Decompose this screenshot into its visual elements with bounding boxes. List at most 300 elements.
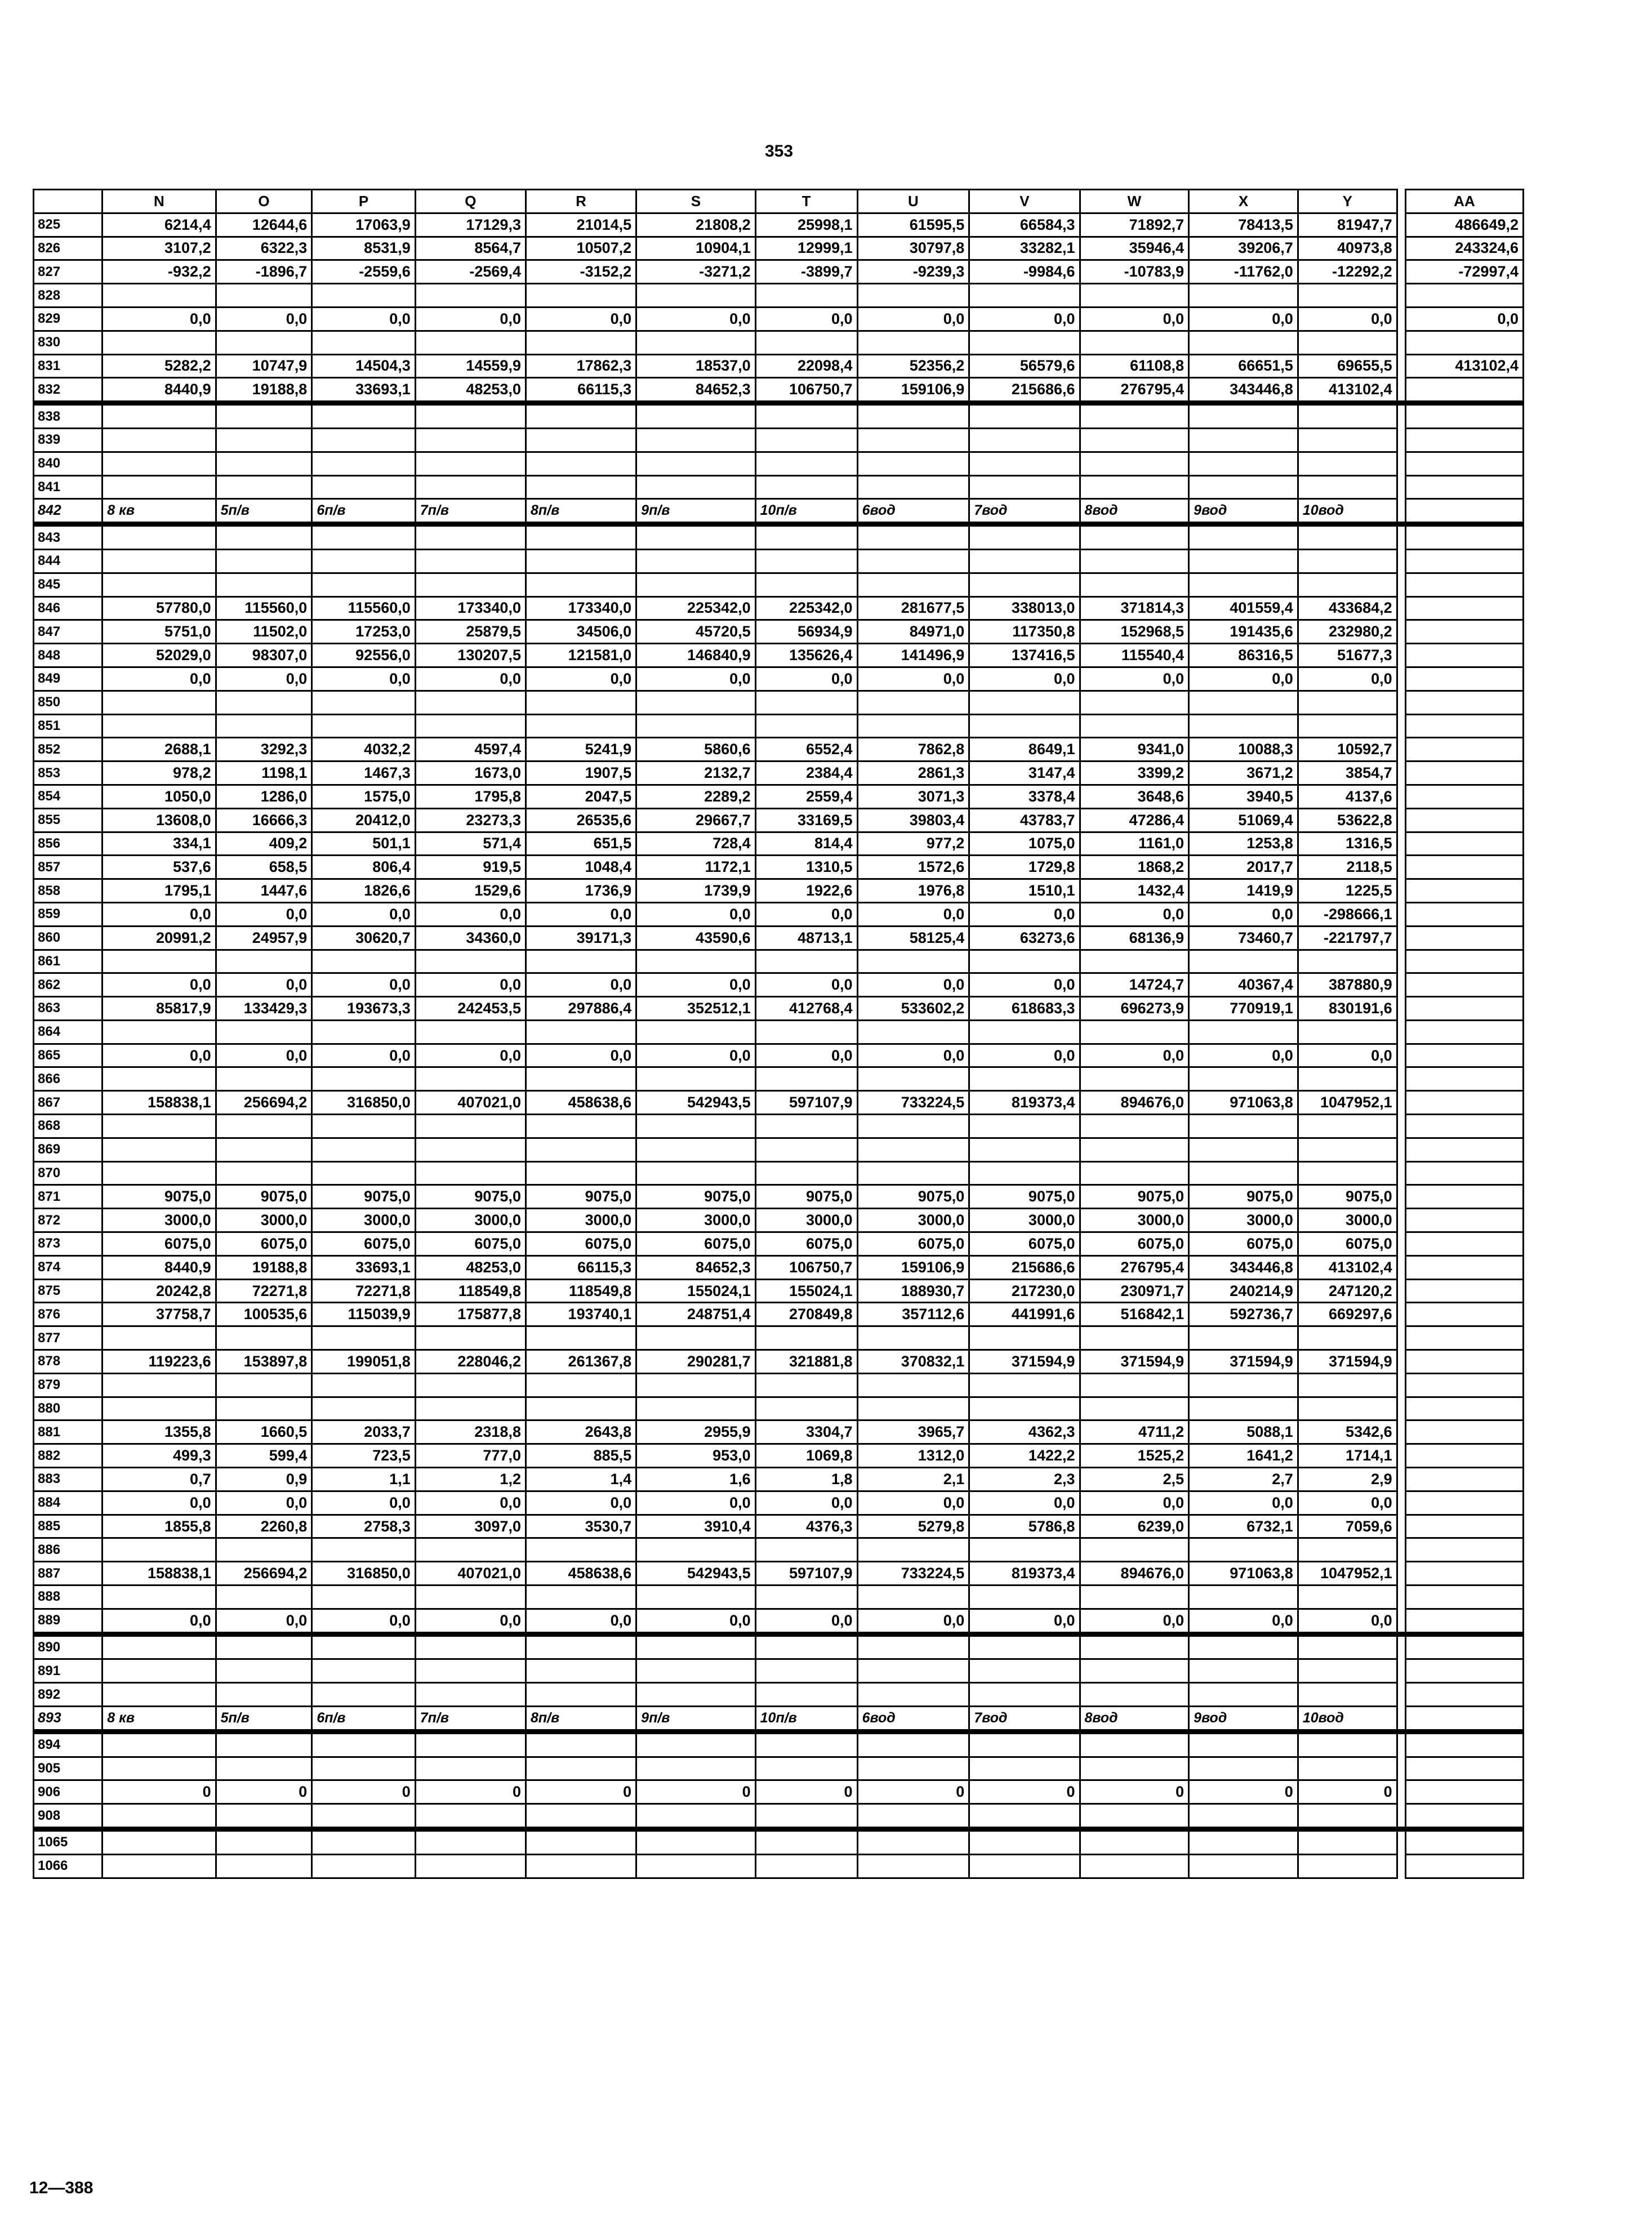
table-cell[interactable] bbox=[1405, 832, 1523, 856]
table-cell[interactable] bbox=[1405, 808, 1523, 832]
column-header[interactable]: U bbox=[857, 190, 969, 213]
gap-cell[interactable] bbox=[1397, 1044, 1405, 1067]
table-cell[interactable] bbox=[755, 524, 857, 550]
table-cell[interactable] bbox=[1298, 331, 1397, 354]
table-cell[interactable]: 0,0 bbox=[103, 902, 216, 926]
gap-cell[interactable] bbox=[1397, 378, 1405, 403]
table-cell[interactable]: 0,0 bbox=[857, 667, 969, 691]
table-cell[interactable] bbox=[216, 1683, 312, 1707]
table-cell[interactable]: 1312,0 bbox=[857, 1444, 969, 1468]
table-cell[interactable] bbox=[1405, 1562, 1523, 1586]
table-cell[interactable] bbox=[857, 1326, 969, 1350]
table-cell[interactable] bbox=[636, 1397, 755, 1420]
table-cell[interactable] bbox=[1080, 1757, 1189, 1780]
table-cell[interactable] bbox=[526, 1731, 636, 1757]
table-cell[interactable]: 0,0 bbox=[969, 1609, 1080, 1634]
table-cell[interactable] bbox=[1405, 950, 1523, 973]
table-cell[interactable]: 48253,0 bbox=[415, 378, 526, 403]
table-cell[interactable] bbox=[969, 573, 1080, 596]
table-cell[interactable]: 78413,5 bbox=[1189, 213, 1298, 237]
table-cell[interactable]: 1286,0 bbox=[216, 785, 312, 808]
table-cell[interactable] bbox=[755, 573, 857, 596]
table-cell[interactable]: 3399,2 bbox=[1080, 761, 1189, 785]
table-cell[interactable]: 1736,9 bbox=[526, 879, 636, 903]
table-cell[interactable]: 814,4 bbox=[755, 832, 857, 856]
table-cell[interactable] bbox=[312, 428, 415, 452]
table-cell[interactable]: 3107,2 bbox=[103, 237, 216, 260]
table-cell[interactable]: 39171,3 bbox=[526, 926, 636, 950]
table-cell[interactable]: 51677,3 bbox=[1298, 644, 1397, 667]
table-cell[interactable]: 592736,7 bbox=[1189, 1303, 1298, 1326]
table-cell[interactable]: 1069,8 bbox=[755, 1444, 857, 1468]
table-cell[interactable] bbox=[969, 950, 1080, 973]
row-number[interactable]: 881 bbox=[34, 1420, 103, 1444]
table-cell[interactable] bbox=[312, 1067, 415, 1091]
table-cell[interactable] bbox=[1405, 1232, 1523, 1256]
gap-cell[interactable] bbox=[1397, 620, 1405, 644]
table-cell[interactable] bbox=[103, 452, 216, 475]
table-cell[interactable]: 56934,9 bbox=[755, 620, 857, 644]
table-cell[interactable]: 159106,9 bbox=[857, 1255, 969, 1279]
table-cell[interactable]: 45720,5 bbox=[636, 620, 755, 644]
table-cell[interactable]: 0,0 bbox=[312, 1044, 415, 1067]
table-cell[interactable]: 5282,2 bbox=[103, 354, 216, 378]
table-cell[interactable] bbox=[969, 1115, 1080, 1138]
table-cell[interactable]: 5п/в bbox=[216, 499, 312, 524]
table-cell[interactable] bbox=[526, 1397, 636, 1420]
table-cell[interactable] bbox=[1298, 1804, 1397, 1829]
table-cell[interactable]: 3097,0 bbox=[415, 1515, 526, 1538]
table-cell[interactable] bbox=[312, 1115, 415, 1138]
table-cell[interactable]: 19188,8 bbox=[216, 378, 312, 403]
table-cell[interactable]: 3000,0 bbox=[1298, 1209, 1397, 1232]
row-number[interactable]: 883 bbox=[34, 1468, 103, 1491]
table-cell[interactable] bbox=[103, 1854, 216, 1878]
row-number[interactable]: 887 bbox=[34, 1562, 103, 1586]
table-cell[interactable]: 971063,8 bbox=[1189, 1562, 1298, 1586]
gap-cell[interactable] bbox=[1397, 428, 1405, 452]
table-cell[interactable] bbox=[1405, 1609, 1523, 1634]
table-cell[interactable] bbox=[1405, 1683, 1523, 1707]
table-cell[interactable]: 18537,0 bbox=[636, 354, 755, 378]
table-cell[interactable]: -9239,3 bbox=[857, 260, 969, 284]
table-cell[interactable]: 9075,0 bbox=[103, 1185, 216, 1209]
table-cell[interactable]: 215686,6 bbox=[969, 1255, 1080, 1279]
table-cell[interactable]: 0,0 bbox=[526, 1491, 636, 1515]
table-cell[interactable]: 0,0 bbox=[857, 1609, 969, 1634]
table-cell[interactable] bbox=[1189, 1829, 1298, 1854]
table-cell[interactable]: 7059,6 bbox=[1298, 1515, 1397, 1538]
table-cell[interactable]: 3000,0 bbox=[216, 1209, 312, 1232]
table-cell[interactable] bbox=[312, 1683, 415, 1707]
table-cell[interactable] bbox=[636, 1326, 755, 1350]
table-cell[interactable] bbox=[1189, 1659, 1298, 1683]
row-number[interactable]: 876 bbox=[34, 1303, 103, 1326]
table-cell[interactable] bbox=[1405, 644, 1523, 667]
table-cell[interactable]: 61108,8 bbox=[1080, 354, 1189, 378]
table-cell[interactable]: 6214,4 bbox=[103, 213, 216, 237]
table-cell[interactable]: 1432,4 bbox=[1080, 879, 1189, 903]
table-cell[interactable] bbox=[969, 475, 1080, 499]
table-cell[interactable] bbox=[1405, 902, 1523, 926]
table-cell[interactable]: 85817,9 bbox=[103, 997, 216, 1021]
table-cell[interactable]: 191435,6 bbox=[1189, 620, 1298, 644]
table-cell[interactable] bbox=[636, 573, 755, 596]
table-cell[interactable]: 1,2 bbox=[415, 1468, 526, 1491]
table-cell[interactable]: 6вод bbox=[857, 499, 969, 524]
table-cell[interactable]: 8440,9 bbox=[103, 1255, 216, 1279]
table-cell[interactable]: 3965,7 bbox=[857, 1420, 969, 1444]
table-cell[interactable]: 401559,4 bbox=[1189, 596, 1298, 620]
table-cell[interactable]: 0 bbox=[969, 1780, 1080, 1804]
table-cell[interactable] bbox=[103, 1115, 216, 1138]
table-cell[interactable] bbox=[216, 1659, 312, 1683]
row-number[interactable]: 838 bbox=[34, 403, 103, 429]
gap-cell[interactable] bbox=[1397, 237, 1405, 260]
table-cell[interactable] bbox=[415, 1731, 526, 1757]
row-number[interactable]: 882 bbox=[34, 1444, 103, 1468]
table-cell[interactable] bbox=[755, 1326, 857, 1350]
table-cell[interactable] bbox=[1405, 452, 1523, 475]
table-cell[interactable]: 20991,2 bbox=[103, 926, 216, 950]
table-cell[interactable] bbox=[312, 403, 415, 429]
table-cell[interactable] bbox=[1080, 691, 1189, 714]
table-cell[interactable]: -3152,2 bbox=[526, 260, 636, 284]
gap-cell[interactable] bbox=[1397, 190, 1405, 213]
table-cell[interactable]: 19188,8 bbox=[216, 1255, 312, 1279]
table-cell[interactable]: 0,0 bbox=[636, 902, 755, 926]
table-cell[interactable]: 919,5 bbox=[415, 856, 526, 879]
row-number[interactable]: 873 bbox=[34, 1232, 103, 1256]
table-cell[interactable]: 4711,2 bbox=[1080, 1420, 1189, 1444]
table-cell[interactable]: 343446,8 bbox=[1189, 1255, 1298, 1279]
table-cell[interactable]: 173340,0 bbox=[415, 596, 526, 620]
table-cell[interactable]: 6075,0 bbox=[103, 1232, 216, 1256]
table-cell[interactable] bbox=[415, 1683, 526, 1707]
table-cell[interactable]: 230971,7 bbox=[1080, 1279, 1189, 1303]
table-cell[interactable]: 0,0 bbox=[526, 973, 636, 997]
table-cell[interactable] bbox=[526, 573, 636, 596]
table-cell[interactable]: 352512,1 bbox=[636, 997, 755, 1021]
table-cell[interactable]: 7вод bbox=[969, 499, 1080, 524]
table-cell[interactable]: 1172,1 bbox=[636, 856, 755, 879]
table-cell[interactable]: 247120,2 bbox=[1298, 1279, 1397, 1303]
table-cell[interactable]: 155024,1 bbox=[636, 1279, 755, 1303]
table-cell[interactable] bbox=[1298, 1683, 1397, 1707]
table-cell[interactable]: 0,0 bbox=[312, 667, 415, 691]
table-cell[interactable]: 0 bbox=[857, 1780, 969, 1804]
row-number[interactable]: 875 bbox=[34, 1279, 103, 1303]
table-cell[interactable]: 228046,2 bbox=[415, 1350, 526, 1374]
table-cell[interactable]: 2758,3 bbox=[312, 1515, 415, 1538]
table-cell[interactable] bbox=[969, 452, 1080, 475]
table-cell[interactable] bbox=[969, 1538, 1080, 1562]
table-cell[interactable]: 0,0 bbox=[1189, 307, 1298, 331]
table-cell[interactable]: 106750,7 bbox=[755, 1255, 857, 1279]
table-cell[interactable] bbox=[1189, 331, 1298, 354]
table-cell[interactable]: 232980,2 bbox=[1298, 620, 1397, 644]
table-cell[interactable]: 9075,0 bbox=[415, 1185, 526, 1209]
table-cell[interactable] bbox=[1189, 1804, 1298, 1829]
table-cell[interactable] bbox=[415, 331, 526, 354]
table-cell[interactable] bbox=[755, 403, 857, 429]
table-cell[interactable]: 1922,6 bbox=[755, 879, 857, 903]
table-cell[interactable] bbox=[1298, 1757, 1397, 1780]
table-cell[interactable] bbox=[216, 1161, 312, 1185]
table-cell[interactable] bbox=[312, 1161, 415, 1185]
table-cell[interactable] bbox=[526, 475, 636, 499]
table-cell[interactable] bbox=[1189, 691, 1298, 714]
table-cell[interactable]: 2017,7 bbox=[1189, 856, 1298, 879]
gap-cell[interactable] bbox=[1397, 902, 1405, 926]
table-cell[interactable] bbox=[415, 573, 526, 596]
table-cell[interactable]: 1907,5 bbox=[526, 761, 636, 785]
table-cell[interactable] bbox=[755, 1397, 857, 1420]
table-cell[interactable] bbox=[216, 549, 312, 573]
table-cell[interactable]: 10088,3 bbox=[1189, 738, 1298, 761]
table-cell[interactable] bbox=[1405, 1491, 1523, 1515]
table-cell[interactable] bbox=[1080, 524, 1189, 550]
gap-cell[interactable] bbox=[1397, 879, 1405, 903]
table-cell[interactable]: 10747,9 bbox=[216, 354, 312, 378]
gap-cell[interactable] bbox=[1397, 1091, 1405, 1115]
table-cell[interactable]: 9075,0 bbox=[216, 1185, 312, 1209]
table-cell[interactable] bbox=[1298, 284, 1397, 308]
row-number[interactable]: 894 bbox=[34, 1731, 103, 1757]
table-cell[interactable] bbox=[755, 1067, 857, 1091]
table-cell[interactable] bbox=[755, 1659, 857, 1683]
table-cell[interactable]: 9075,0 bbox=[755, 1185, 857, 1209]
table-cell[interactable] bbox=[526, 1854, 636, 1878]
table-cell[interactable]: -221797,7 bbox=[1298, 926, 1397, 950]
table-cell[interactable] bbox=[415, 714, 526, 738]
table-cell[interactable] bbox=[415, 452, 526, 475]
table-cell[interactable]: 9075,0 bbox=[857, 1185, 969, 1209]
table-cell[interactable]: 2047,5 bbox=[526, 785, 636, 808]
table-cell[interactable] bbox=[636, 950, 755, 973]
table-cell[interactable]: 542943,5 bbox=[636, 1091, 755, 1115]
table-cell[interactable]: 12644,6 bbox=[216, 213, 312, 237]
table-cell[interactable]: 0,0 bbox=[216, 307, 312, 331]
table-cell[interactable]: 0,0 bbox=[526, 307, 636, 331]
gap-cell[interactable] bbox=[1397, 1115, 1405, 1138]
table-cell[interactable]: 6075,0 bbox=[1080, 1232, 1189, 1256]
table-cell[interactable]: 48713,1 bbox=[755, 926, 857, 950]
table-cell[interactable] bbox=[969, 1373, 1080, 1397]
table-cell[interactable] bbox=[103, 1634, 216, 1659]
table-cell[interactable]: 115560,0 bbox=[216, 596, 312, 620]
table-cell[interactable] bbox=[216, 428, 312, 452]
table-cell[interactable] bbox=[312, 1731, 415, 1757]
table-cell[interactable]: -3271,2 bbox=[636, 260, 755, 284]
table-cell[interactable] bbox=[1189, 1634, 1298, 1659]
table-cell[interactable] bbox=[1298, 1020, 1397, 1044]
table-cell[interactable] bbox=[1405, 997, 1523, 1021]
table-cell[interactable]: 0,0 bbox=[415, 667, 526, 691]
gap-cell[interactable] bbox=[1397, 284, 1405, 308]
table-cell[interactable]: 1575,0 bbox=[312, 785, 415, 808]
table-cell[interactable]: 81947,7 bbox=[1298, 213, 1397, 237]
table-cell[interactable] bbox=[755, 475, 857, 499]
table-cell[interactable] bbox=[526, 549, 636, 573]
table-cell[interactable] bbox=[969, 428, 1080, 452]
table-cell[interactable]: 658,5 bbox=[216, 856, 312, 879]
table-cell[interactable]: 199051,8 bbox=[312, 1350, 415, 1374]
table-cell[interactable]: 21808,2 bbox=[636, 213, 755, 237]
table-cell[interactable]: 0,0 bbox=[755, 973, 857, 997]
table-cell[interactable]: 0,0 bbox=[969, 667, 1080, 691]
row-number[interactable]: 840 bbox=[34, 452, 103, 475]
table-cell[interactable]: 2318,8 bbox=[415, 1420, 526, 1444]
table-cell[interactable]: 321881,8 bbox=[755, 1350, 857, 1374]
table-cell[interactable]: 819373,4 bbox=[969, 1091, 1080, 1115]
row-number[interactable]: 880 bbox=[34, 1397, 103, 1420]
table-cell[interactable] bbox=[1298, 475, 1397, 499]
table-cell[interactable] bbox=[857, 1067, 969, 1091]
table-cell[interactable]: 4032,2 bbox=[312, 738, 415, 761]
row-number[interactable]: 891 bbox=[34, 1659, 103, 1683]
table-cell[interactable]: 1050,0 bbox=[103, 785, 216, 808]
table-cell[interactable]: 0,0 bbox=[1405, 307, 1523, 331]
gap-cell[interactable] bbox=[1397, 1209, 1405, 1232]
table-cell[interactable]: 71892,7 bbox=[1080, 213, 1189, 237]
table-cell[interactable]: 5786,8 bbox=[969, 1515, 1080, 1538]
table-cell[interactable] bbox=[1189, 549, 1298, 573]
column-header[interactable]: V bbox=[969, 190, 1080, 213]
table-cell[interactable] bbox=[1298, 1397, 1397, 1420]
table-cell[interactable]: 516842,1 bbox=[1080, 1303, 1189, 1326]
table-cell[interactable] bbox=[526, 714, 636, 738]
table-cell[interactable] bbox=[1405, 738, 1523, 761]
table-cell[interactable] bbox=[857, 1538, 969, 1562]
table-cell[interactable] bbox=[1405, 524, 1523, 550]
table-cell[interactable] bbox=[103, 1659, 216, 1683]
table-cell[interactable] bbox=[969, 403, 1080, 429]
table-cell[interactable] bbox=[526, 1757, 636, 1780]
table-cell[interactable] bbox=[526, 1804, 636, 1829]
table-cell[interactable]: 2,5 bbox=[1080, 1468, 1189, 1491]
table-cell[interactable] bbox=[1080, 1538, 1189, 1562]
row-number[interactable]: 863 bbox=[34, 997, 103, 1021]
row-number[interactable]: 830 bbox=[34, 331, 103, 354]
row-number[interactable]: 832 bbox=[34, 378, 103, 403]
table-cell[interactable]: 387880,9 bbox=[1298, 973, 1397, 997]
table-cell[interactable]: 119223,6 bbox=[103, 1350, 216, 1374]
table-cell[interactable] bbox=[1298, 428, 1397, 452]
table-cell[interactable]: 0,0 bbox=[216, 1609, 312, 1634]
table-cell[interactable] bbox=[1189, 1373, 1298, 1397]
row-number[interactable]: 848 bbox=[34, 644, 103, 667]
table-cell[interactable]: 777,0 bbox=[415, 1444, 526, 1468]
table-cell[interactable]: 3000,0 bbox=[526, 1209, 636, 1232]
table-cell[interactable]: 2,1 bbox=[857, 1468, 969, 1491]
table-cell[interactable] bbox=[312, 691, 415, 714]
table-cell[interactable]: 115540,4 bbox=[1080, 644, 1189, 667]
table-cell[interactable] bbox=[636, 1829, 755, 1854]
row-number[interactable]: 893 bbox=[34, 1707, 103, 1732]
table-cell[interactable] bbox=[969, 1634, 1080, 1659]
table-cell[interactable]: 5241,9 bbox=[526, 738, 636, 761]
table-cell[interactable]: 371594,9 bbox=[1189, 1350, 1298, 1374]
table-cell[interactable]: 9п/в bbox=[636, 1707, 755, 1732]
table-cell[interactable] bbox=[1405, 596, 1523, 620]
table-cell[interactable]: 0 bbox=[103, 1780, 216, 1804]
table-cell[interactable]: 0,0 bbox=[216, 973, 312, 997]
table-cell[interactable] bbox=[1080, 428, 1189, 452]
table-cell[interactable] bbox=[216, 950, 312, 973]
table-cell[interactable]: 1,1 bbox=[312, 1468, 415, 1491]
table-cell[interactable] bbox=[636, 1538, 755, 1562]
table-cell[interactable] bbox=[1405, 1515, 1523, 1538]
table-cell[interactable]: 261367,8 bbox=[526, 1350, 636, 1374]
gap-cell[interactable] bbox=[1397, 1538, 1405, 1562]
table-cell[interactable] bbox=[1298, 1326, 1397, 1350]
table-cell[interactable]: 6322,3 bbox=[216, 237, 312, 260]
table-cell[interactable] bbox=[216, 1326, 312, 1350]
table-cell[interactable] bbox=[1080, 950, 1189, 973]
table-cell[interactable]: 0,0 bbox=[1189, 902, 1298, 926]
row-number[interactable]: 867 bbox=[34, 1091, 103, 1115]
table-cell[interactable]: 0,0 bbox=[969, 902, 1080, 926]
table-cell[interactable] bbox=[636, 1634, 755, 1659]
table-cell[interactable] bbox=[526, 1067, 636, 1091]
table-cell[interactable] bbox=[526, 1586, 636, 1609]
table-cell[interactable] bbox=[526, 1326, 636, 1350]
table-cell[interactable] bbox=[526, 1138, 636, 1161]
table-cell[interactable] bbox=[1298, 1659, 1397, 1683]
table-cell[interactable]: 33169,5 bbox=[755, 808, 857, 832]
table-cell[interactable]: 409,2 bbox=[216, 832, 312, 856]
table-cell[interactable]: -3899,7 bbox=[755, 260, 857, 284]
table-cell[interactable] bbox=[526, 1161, 636, 1185]
gap-cell[interactable] bbox=[1397, 549, 1405, 573]
table-cell[interactable] bbox=[755, 549, 857, 573]
table-cell[interactable]: 3000,0 bbox=[969, 1209, 1080, 1232]
row-number[interactable]: 853 bbox=[34, 761, 103, 785]
table-cell[interactable]: 84652,3 bbox=[636, 378, 755, 403]
row-number[interactable]: 827 bbox=[34, 260, 103, 284]
gap-cell[interactable] bbox=[1397, 1757, 1405, 1780]
table-cell[interactable] bbox=[415, 950, 526, 973]
table-cell[interactable]: 1467,3 bbox=[312, 761, 415, 785]
table-cell[interactable] bbox=[216, 1138, 312, 1161]
table-cell[interactable] bbox=[1298, 1373, 1397, 1397]
row-number[interactable]: 877 bbox=[34, 1326, 103, 1350]
row-number[interactable]: 889 bbox=[34, 1609, 103, 1634]
table-cell[interactable] bbox=[857, 1115, 969, 1138]
table-cell[interactable] bbox=[103, 524, 216, 550]
table-cell[interactable] bbox=[216, 1020, 312, 1044]
table-cell[interactable]: 1729,8 bbox=[969, 856, 1080, 879]
table-cell[interactable] bbox=[1189, 950, 1298, 973]
table-cell[interactable] bbox=[755, 1020, 857, 1044]
gap-cell[interactable] bbox=[1397, 403, 1405, 429]
table-cell[interactable]: 130207,5 bbox=[415, 644, 526, 667]
table-cell[interactable]: 0,0 bbox=[1080, 1044, 1189, 1067]
table-cell[interactable]: 597107,9 bbox=[755, 1562, 857, 1586]
table-cell[interactable]: 20242,8 bbox=[103, 1279, 216, 1303]
table-cell[interactable]: 40367,4 bbox=[1189, 973, 1298, 997]
row-number[interactable]: 868 bbox=[34, 1115, 103, 1138]
table-cell[interactable] bbox=[415, 284, 526, 308]
table-cell[interactable]: 63273,6 bbox=[969, 926, 1080, 950]
table-cell[interactable] bbox=[312, 1326, 415, 1350]
gap-cell[interactable] bbox=[1397, 1829, 1405, 1854]
table-cell[interactable]: 118549,8 bbox=[415, 1279, 526, 1303]
table-cell[interactable]: 0,0 bbox=[857, 307, 969, 331]
table-cell[interactable] bbox=[216, 403, 312, 429]
table-cell[interactable]: 137416,5 bbox=[969, 644, 1080, 667]
